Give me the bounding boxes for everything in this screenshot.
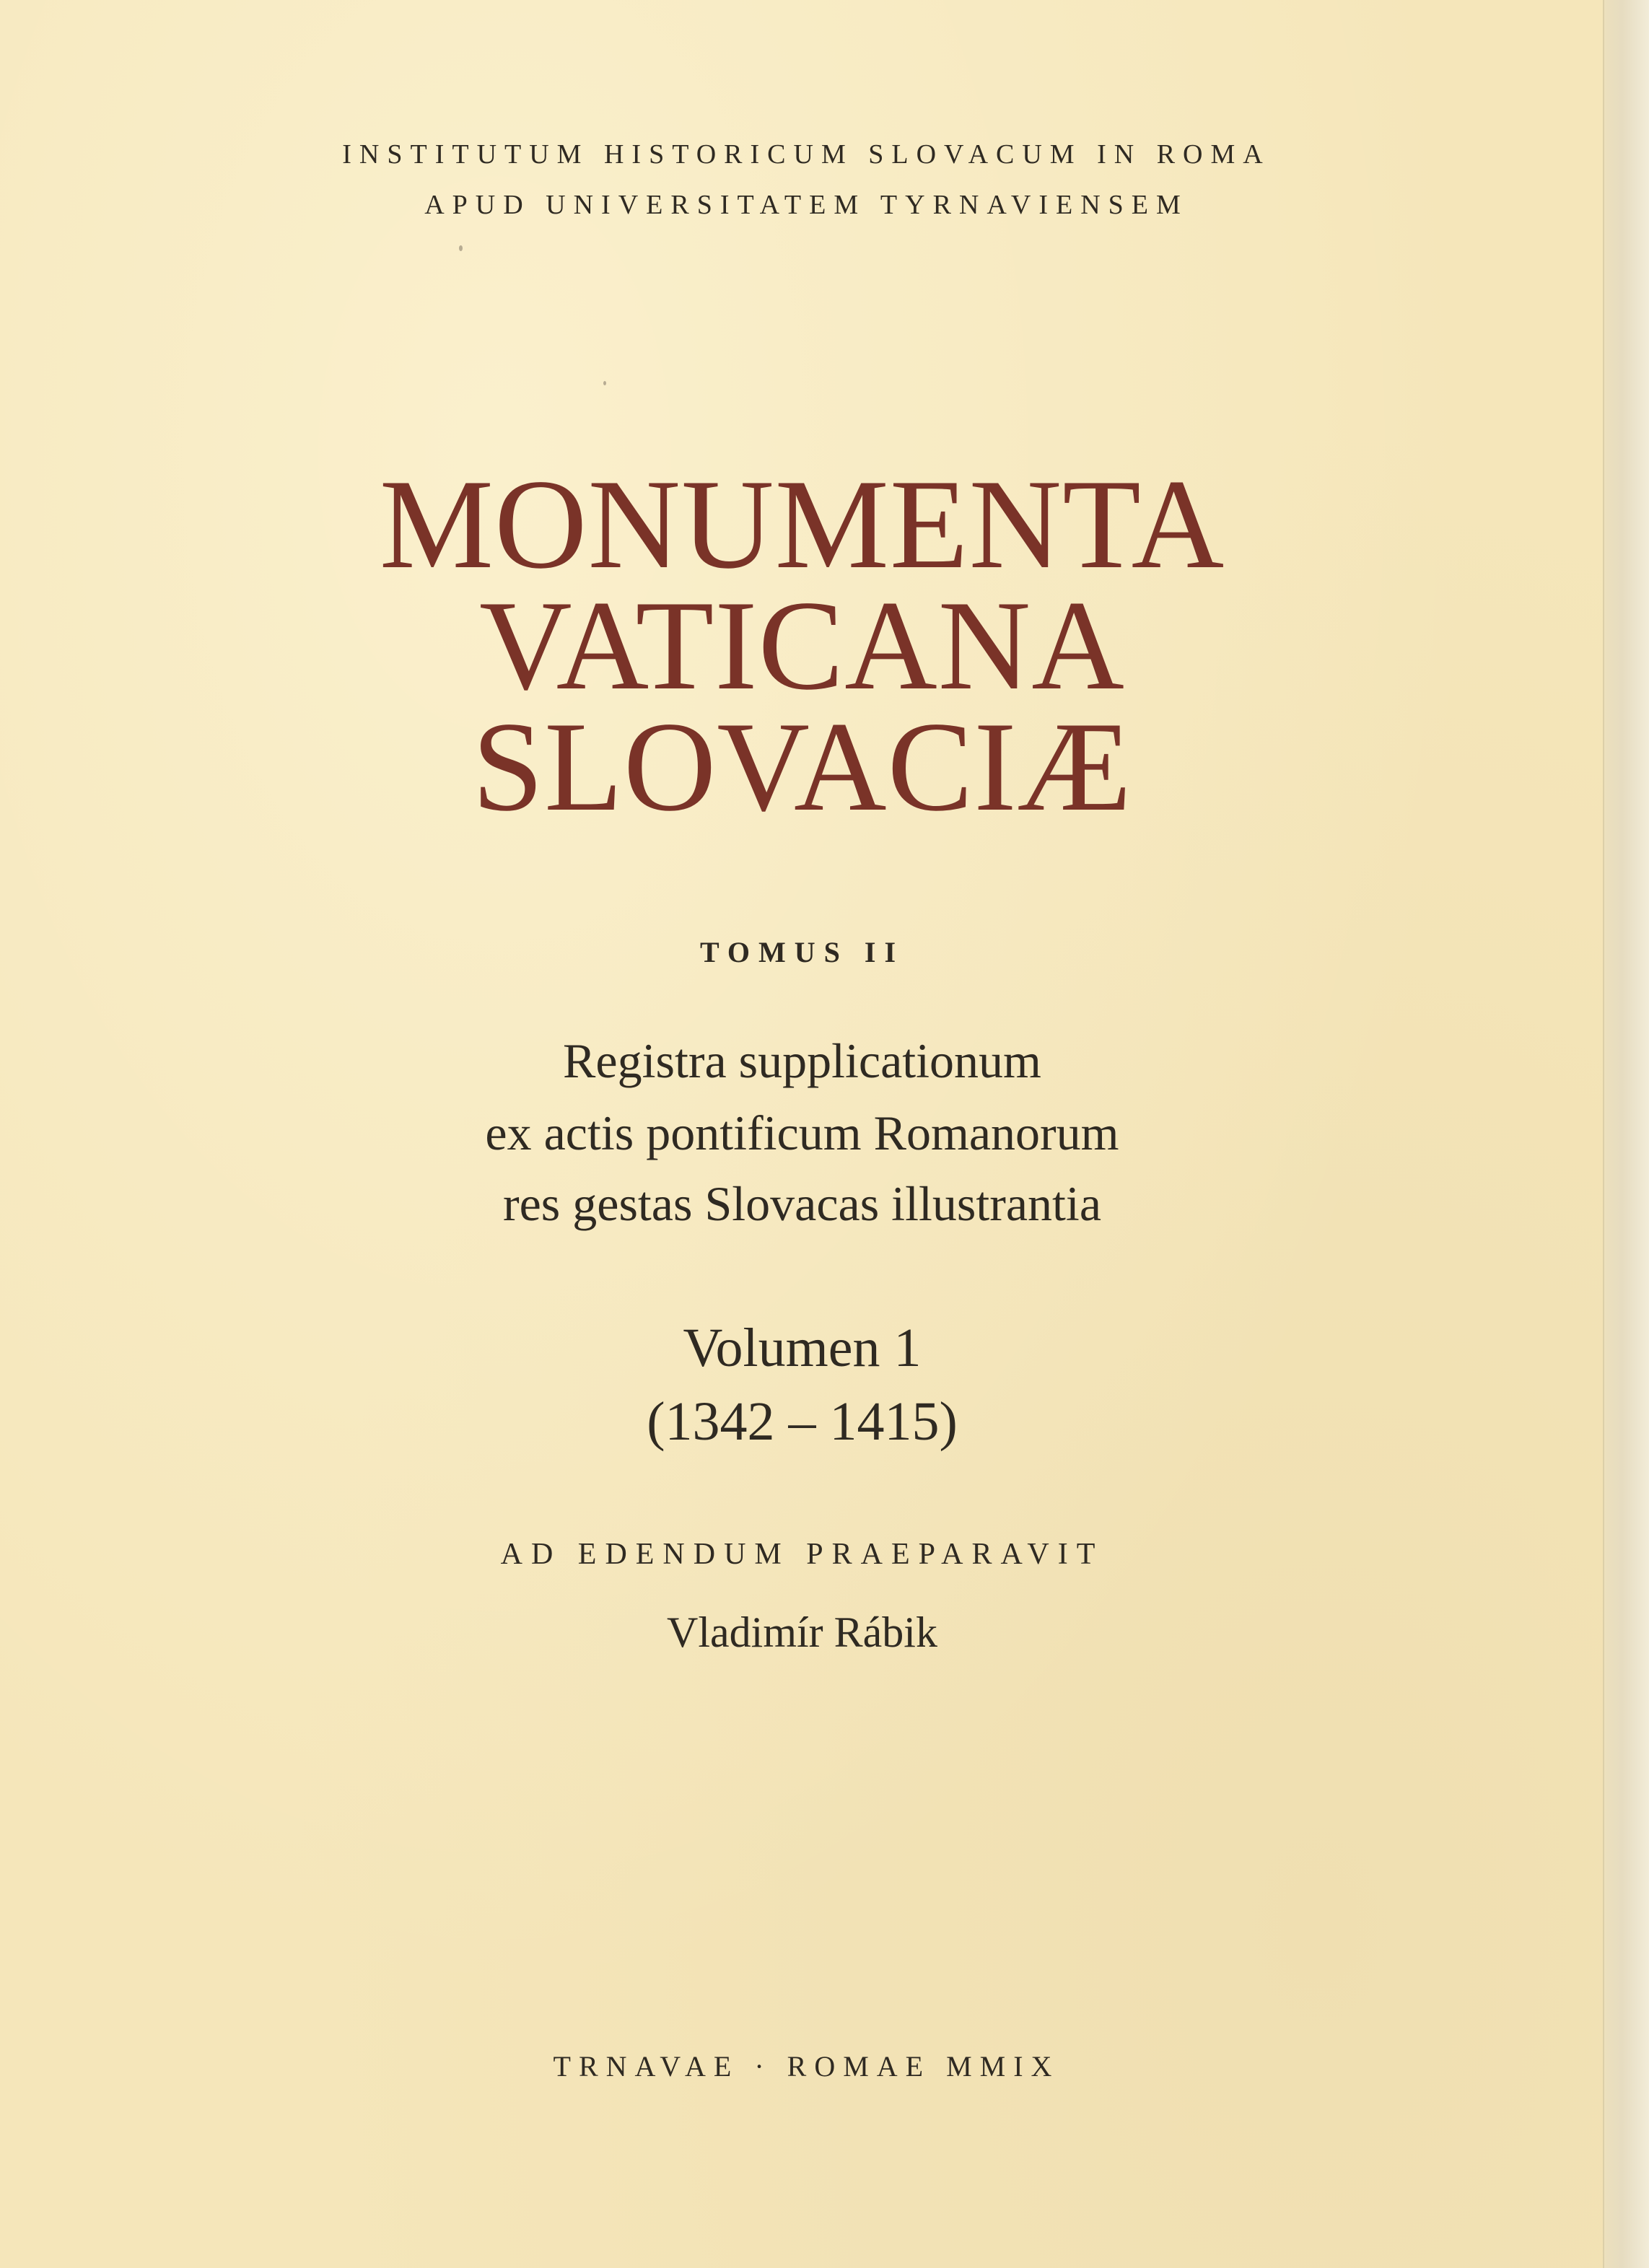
- institute-line-2: APUD UNIVERSITATEM TYRNAVIENSEM: [424, 190, 1189, 220]
- series-title-line-3: SLOVACIÆ: [472, 695, 1132, 838]
- subtitle-line-1: Registra supplicationum: [563, 1033, 1041, 1088]
- paper-speck: [459, 245, 463, 251]
- volume-years: (1342 – 1415): [647, 1391, 958, 1452]
- series-title-line-1: MONUMENTA: [379, 452, 1225, 595]
- volume-label: Volumen 1: [683, 1318, 922, 1378]
- paper-speck: [603, 381, 606, 385]
- tomus-label: TOMUS II: [699, 936, 905, 968]
- series-title-line-2: VATICANA: [479, 574, 1125, 717]
- subtitle-line-2: ex actis pontificum Romanorum: [485, 1105, 1119, 1160]
- page-edge-shadow: [1603, 0, 1649, 2268]
- institute-line-1: INSTITUTUM HISTORICUM SLOVACUM IN ROMA: [342, 139, 1271, 170]
- editor-intro: AD EDENDUM PRAEPARAVIT: [500, 1538, 1104, 1571]
- imprint: TRNAVAE · ROMAE MMIX: [553, 2050, 1060, 2083]
- subtitle-line-3: res gestas Slovacas illustrantia: [502, 1176, 1101, 1231]
- editor-name: Vladimír Rábik: [667, 1608, 937, 1656]
